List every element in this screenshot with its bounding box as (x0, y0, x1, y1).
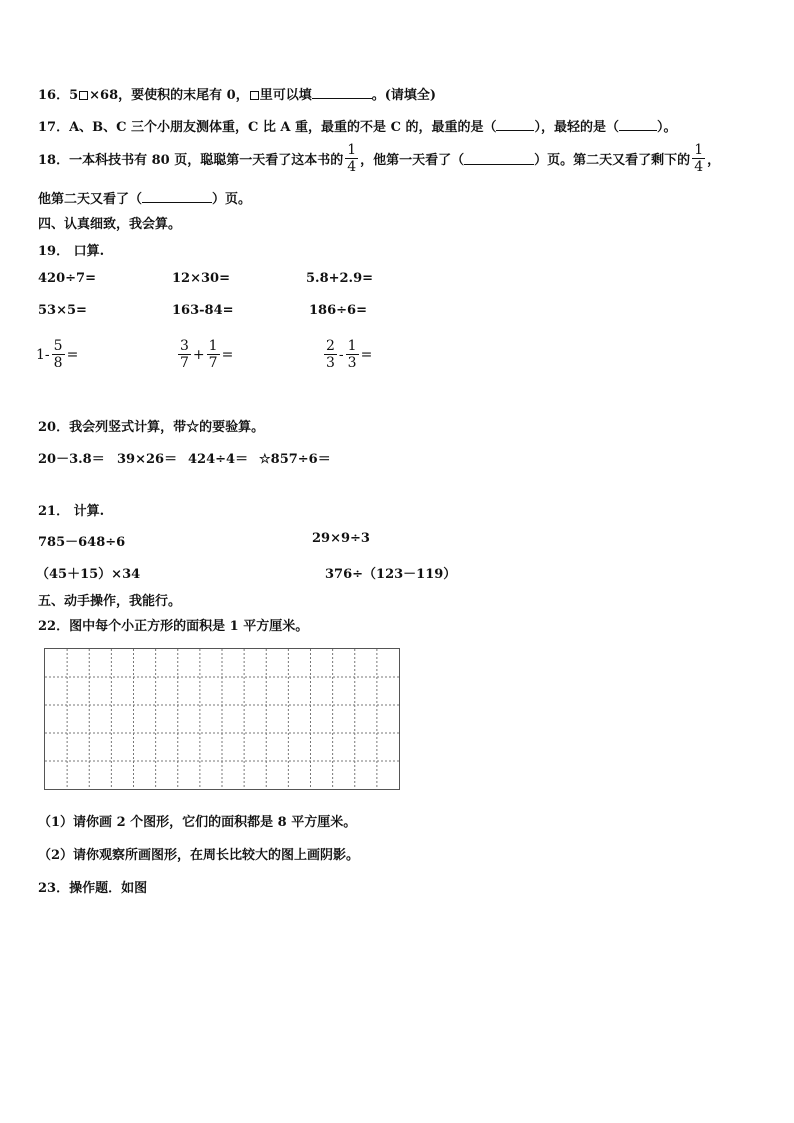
grid-lines (45, 649, 399, 789)
calc-item: 785－648÷6 (38, 535, 126, 550)
empty-box-icon (79, 91, 88, 100)
calc-item: 163-84= (172, 303, 234, 318)
fraction-calc-item: $\frac{2}{3}$ - $\frac{1}{3}$ = (326, 338, 373, 371)
question-18-line1 (38, 142, 720, 175)
answer-blank[interactable] (312, 86, 372, 99)
q18-text-c: ）页。第二天又看了剩下的 (534, 153, 691, 168)
question-23-title: 23．操作题．如图 (38, 881, 148, 896)
answer-blank[interactable] (619, 118, 657, 131)
q16-mid: ×68，要使积的末尾有 0， (89, 88, 249, 103)
section-5-heading: 五、动手操作，我能行。 (38, 594, 182, 609)
calc-item: 12×30= (172, 271, 230, 286)
calc-item: 5.8+2.9= (306, 271, 374, 286)
calc-item: 186÷6= (309, 303, 367, 318)
question-22-part-1: （1）请你画 2 个图形，它们的面积都是 8 平方厘米。 (38, 815, 357, 830)
calc-item: 29×9÷3 (312, 531, 370, 546)
q18-text-d: ， (707, 153, 721, 168)
answer-blank[interactable] (464, 152, 534, 165)
fraction: $\frac{1}{4}$ (347, 142, 357, 175)
question-18-line2 (38, 188, 251, 207)
calc-item: ☆857÷6＝ (259, 452, 331, 467)
calc-item: 420÷7= (38, 271, 96, 286)
fraction-calc-item: $\frac{3}{7}$ + $\frac{1}{7}$ = (180, 338, 234, 371)
fraction: $\frac{1}{4}$ (694, 142, 704, 175)
q18-text-b: ，他第一天看了（ (360, 153, 465, 168)
empty-box-icon (250, 91, 259, 100)
question-16 (38, 84, 436, 103)
q16-number: 16． (38, 88, 70, 103)
calc-item: 424÷4＝ (188, 452, 249, 467)
calc-item: 39×26＝ (117, 452, 178, 467)
answer-blank[interactable] (496, 118, 534, 131)
q17-post: ）。 (656, 120, 677, 135)
q18-text-f: ）页。 (212, 192, 252, 207)
q17-text: 17．A、B、C 三个小朋友测体重，C 比 A 重，最重的不是 C 的，最重的是（ (38, 120, 497, 135)
question-20-title: 20．我会列竖式计算，带☆的要验算。 (38, 420, 265, 435)
question-22-title: 22．图中每个小正方形的面积是 1 平方厘米。 (38, 619, 309, 634)
question-17 (38, 116, 676, 135)
calc-item: 53×5= (38, 303, 87, 318)
section-4-heading: 四、认真细致，我会算。 (38, 217, 182, 232)
q18-text-a: 18．一本科技书有 80 页，聪聪第一天看了这本书的 (38, 153, 344, 168)
q17-mid: ），最轻的是（ (534, 120, 619, 135)
q16-mid2: 里可以填 (259, 88, 312, 103)
q16-pre: 5 (69, 88, 79, 103)
square-grid[interactable] (44, 648, 400, 790)
q16-post: 。(请填全) (371, 88, 437, 103)
fraction-calc-item: 1- $\frac{5}{8}$ = (36, 338, 79, 371)
calc-item: 20－3.8＝ (38, 452, 105, 467)
q18-text-e: 他第二天又看了（ (38, 192, 143, 207)
answer-blank[interactable] (142, 190, 212, 203)
calc-item: （45＋15）×34 (36, 567, 141, 582)
question-19-title: 19． 口算. (38, 244, 105, 259)
calc-item: 376÷（123－119） (325, 567, 457, 582)
question-22-part-2: （2）请你观察所画图形，在周长比较大的图上画阴影。 (38, 848, 360, 863)
question-21-title: 21． 计算. (38, 504, 105, 519)
